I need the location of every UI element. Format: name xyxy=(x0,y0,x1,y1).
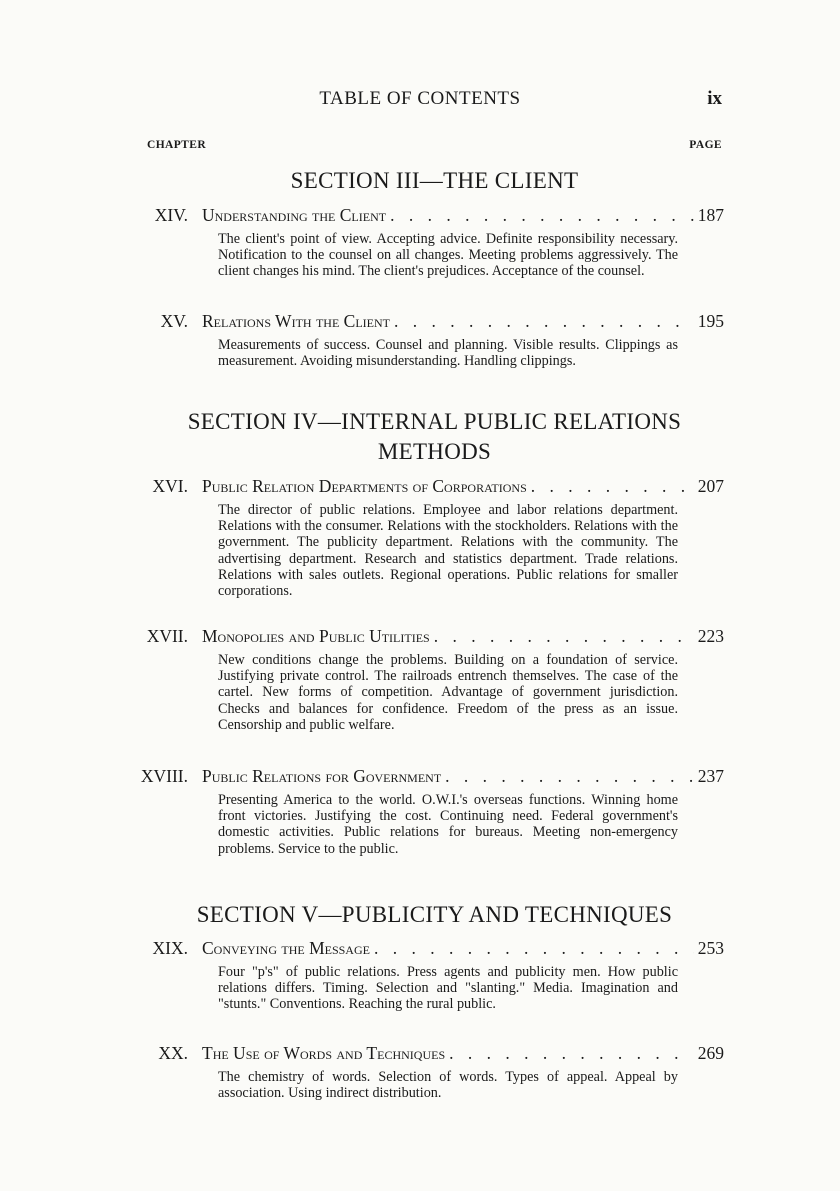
chapter-page: 207 xyxy=(697,476,724,496)
chapter-title: Monopolies and Public Utilities xyxy=(202,626,430,646)
chapter-description: The chemistry of words. Selection of words. Types of appeal. Appeal by association. Using indirect distribution. xyxy=(218,1069,678,1102)
toc-entry-xx xyxy=(140,1041,724,1101)
toc-entry-xvi xyxy=(140,474,724,599)
chapter-column-label: CHAPTER xyxy=(147,139,207,151)
chapter-description: Presenting America to the world. O.W.I.'s overseas functions. Winning home front victories. Justifying the cost. Continuing need. Federal government's domestic activities. Public relations for bureaus. Meeting non-emergency problems. Service to the public. xyxy=(218,792,678,857)
dot-leader xyxy=(434,624,694,648)
section-heading-line: METHODS xyxy=(377,439,492,464)
chapter-title: Conveying the Message xyxy=(202,938,370,958)
chapter-description: The client's point of view. Accepting advice. Definite responsibility necessary. Notification to the counsel on all changes. Meeting problems aggressively. The client changes his mind. The client's prejudices. Acceptance of the counsel. xyxy=(218,231,678,280)
dot-leader xyxy=(390,203,694,227)
page-number: ix xyxy=(707,88,722,109)
chapter-page: 269 xyxy=(697,1043,724,1063)
chapter-numeral: XVIII. xyxy=(140,766,188,786)
toc-entry-xvii xyxy=(140,624,724,733)
chapter-page: 187 xyxy=(697,205,724,225)
dot-leader xyxy=(449,1041,694,1065)
page-column-label: PAGE xyxy=(689,139,722,151)
chapter-title: Public Relations for Government xyxy=(202,766,442,786)
section-heading-iv xyxy=(147,407,722,467)
section-heading-iii: SECTION III—THE CLIENT xyxy=(290,168,579,193)
chapter-page: 223 xyxy=(697,626,724,646)
chapter-title: Public Relation Departments of Corporations xyxy=(202,476,527,496)
chapter-page: 195 xyxy=(697,311,724,331)
chapter-page: 237 xyxy=(697,766,724,786)
dot-leader xyxy=(445,764,694,788)
dot-leader xyxy=(374,936,694,960)
chapter-description: Four "p's" of public relations. Press agents and publicity men. How public relations differs. Timing. Selection and "slanting." Media. Imagination and "stunts." Conventions. Reaching the rural public. xyxy=(218,964,678,1013)
chapter-numeral: XVII. xyxy=(146,626,188,646)
toc-entry-xix xyxy=(140,936,724,1013)
chapter-title: The Use of Words and Techniques xyxy=(202,1043,446,1063)
toc-entry-xv xyxy=(140,309,724,369)
dot-leader xyxy=(531,474,694,498)
chapter-title: Understanding the Client xyxy=(202,205,387,225)
running-head: TABLE OF CONTENTS xyxy=(319,88,521,109)
chapter-numeral: XX. xyxy=(158,1043,188,1063)
chapter-page: 253 xyxy=(697,938,724,958)
chapter-numeral: XVI. xyxy=(152,476,188,496)
section-heading-v: SECTION V—PUBLICITY AND TECHNIQUES xyxy=(196,902,673,927)
chapter-numeral: XIV. xyxy=(154,205,188,225)
chapter-title: Relations With the Client xyxy=(202,311,390,331)
chapter-numeral: XIX. xyxy=(152,938,188,958)
chapter-description: Measurements of success. Counsel and planning. Visible results. Clippings as measurement. Avoiding misunderstanding. Handling clippings. xyxy=(218,337,678,370)
toc-entry-xviii xyxy=(140,764,724,857)
chapter-description: The director of public relations. Employee and labor relations department. Relations with the consumer. Relations with the stockholders. Relations with the government. The publicity department. Relations with the community. The advertising department. Research and statistics department. Trade relations. Relations with sales outlets. Regional operations. Public relations for smaller corporations. xyxy=(218,502,678,600)
chapter-numeral: XV. xyxy=(160,311,188,331)
column-headings xyxy=(147,139,722,151)
section-heading-line: SECTION IV—INTERNAL PUBLIC RELATIONS xyxy=(187,409,682,434)
dot-leader xyxy=(394,309,694,333)
chapter-description: New conditions change the problems. Building on a foundation of service. Justifying private control. The railroads entrench themselves. The case of the cartel. New forms of competition. Advantage of government jurisdiction. Checks and balances for confidence. Freedom of the press as an issue. Censorship and public welfare. xyxy=(218,652,678,733)
toc-entry-xiv xyxy=(140,203,724,280)
